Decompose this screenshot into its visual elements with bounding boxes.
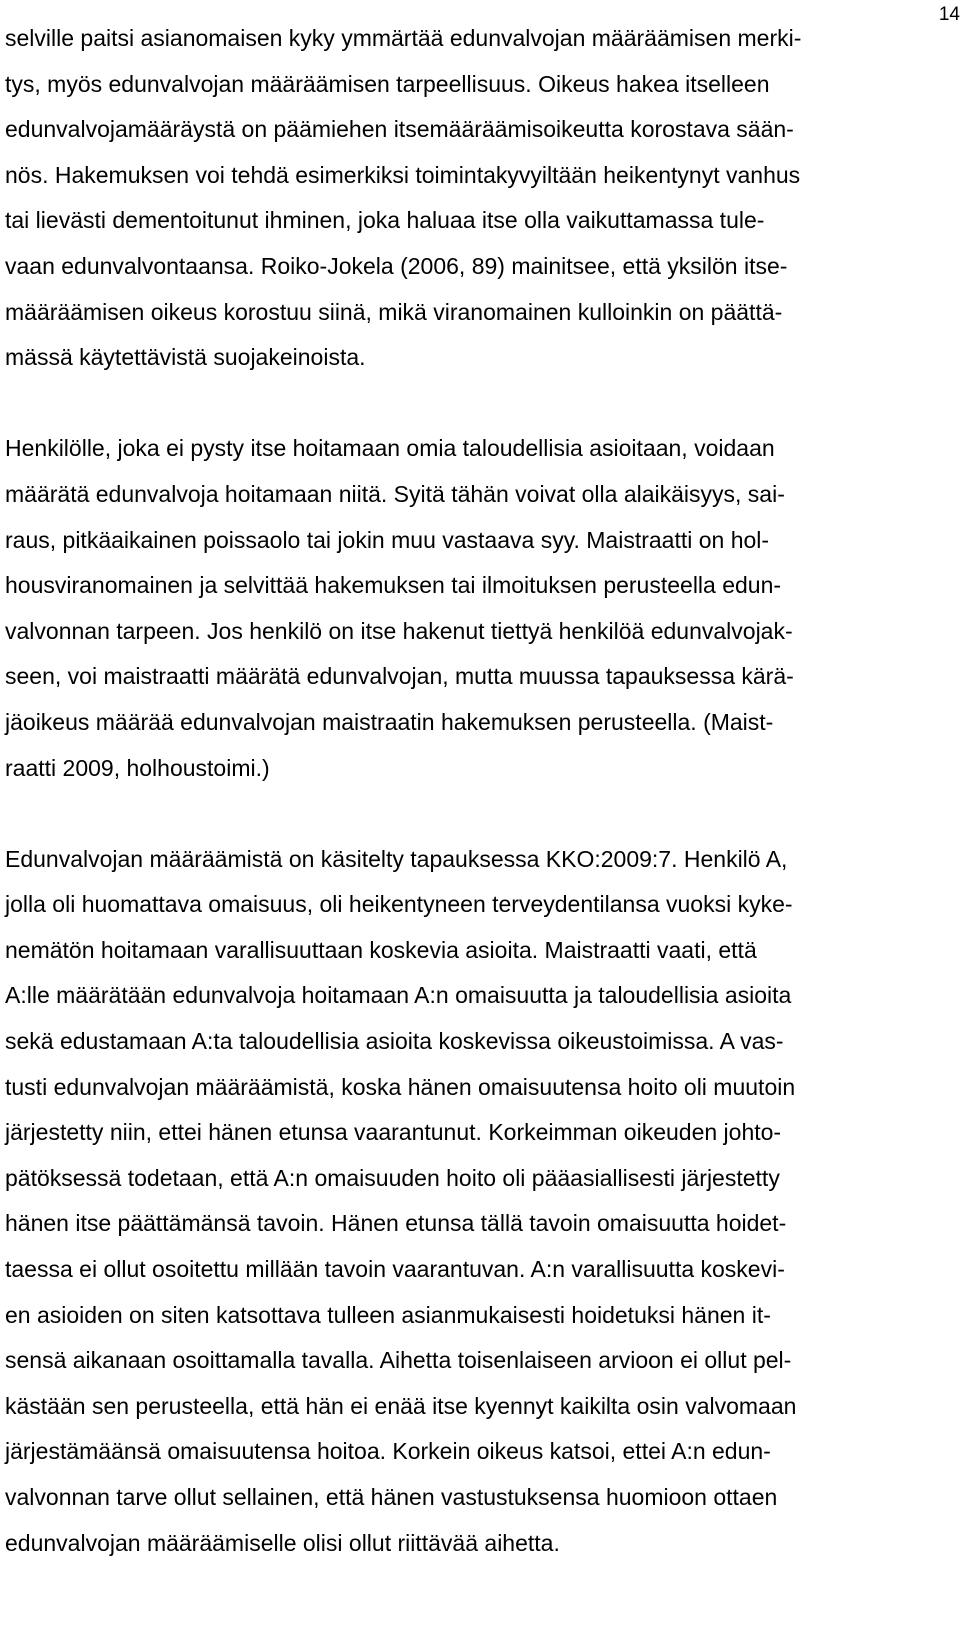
text-line: kästään sen perusteella, että hän ei enää itse kyennyt kaikilta osin valvomaan [5, 1392, 797, 1419]
text-line: edunvalvojamääräystä on päämiehen itsemääräämisoikeutta korostava sään- [5, 116, 794, 143]
text-line: taessa ei ollut osoitettu millään tavoin vaarantuvan. A:n varallisuutta koskevi- [5, 1256, 785, 1283]
paragraph-2 [5, 426, 955, 791]
text-line: järjestetty niin, ettei hänen etunsa vaarantunut. Korkeimman oikeuden johto- [5, 1119, 782, 1146]
text-line: nös. Hakemuksen voi tehdä esimerkiksi toimintakyvyiltään heikentynyt vanhus [5, 161, 801, 188]
paragraph-1 [5, 16, 955, 381]
text-line: valvonnan tarve ollut sellainen, että hänen vastustuksensa huomioon ottaen [5, 1484, 778, 1510]
text-line: hänen itse päättämänsä tavoin. Hänen etunsa tällä tavoin omaisuutta hoidet- [5, 1210, 787, 1237]
text-line: sekä edustamaan A:ta taloudellisia asioita koskevissa oikeustoimissa. A vas- [5, 1028, 784, 1055]
text-line: järjestämäänsä omaisuutensa hoitoa. Korkein oikeus katsoi, ettei A:n edun- [5, 1438, 771, 1465]
page-number: 14 [938, 4, 960, 25]
paragraph-spacer [5, 381, 955, 427]
document-body [5, 16, 955, 1566]
text-line: sensä aikanaan osoittamalla tavalla. Aihetta toisenlaiseen arvioon ei ollut pel- [5, 1347, 792, 1374]
text-line: raus, pitkäaikainen poissaolo tai jokin muu vastaava syy. Maistraatti on hol- [5, 526, 770, 553]
text-line: määräämisen oikeus korostuu siinä, mikä viranomainen kulloinkin on päättä- [5, 298, 783, 325]
paragraph-3 [5, 837, 955, 1567]
text-line: pätöksessä todetaan, että A:n omaisuuden hoito oli pääasiallisesti järjestetty [5, 1164, 780, 1191]
text-line: jäoikeus määrää edunvalvojan maistraatin hakemuksen perusteella. (Maist- [5, 708, 774, 735]
paragraph-spacer [5, 791, 955, 837]
text-line: Henkilölle, joka ei pysty itse hoitamaan omia taloudellisia asioitaan, voidaan [5, 435, 775, 462]
text-line: vaan edunvalvontaansa. Roiko-Jokela (2006, 89) mainitsee, että yksilön itse- [5, 252, 788, 279]
text-line: raatti 2009, holhoustoimi.) [5, 754, 270, 781]
text-line: mässä käytettävistä suojakeinoista. [5, 344, 366, 371]
text-line: jolla oli huomattava omaisuus, oli heikentyneen terveydentilansa vuoksi kyke- [5, 891, 793, 918]
text-line: määrätä edunvalvoja hoitamaan niitä. Syitä tähän voivat olla alaikäisyys, sai- [5, 480, 785, 507]
text-line: seen, voi maistraatti määrätä edunvalvojan, mutta muussa tapauksessa kärä- [5, 663, 794, 690]
text-line: housviranomainen ja selvittää hakemuksen tai ilmoituksen perusteella edun- [5, 572, 782, 599]
text-line: tusti edunvalvojan määräämistä, koska hänen omaisuutensa hoito oli muutoin [5, 1073, 796, 1100]
text-line: tys, myös edunvalvojan määräämisen tarpeellisuus. Oikeus hakea itselleen [5, 70, 770, 97]
text-line: selville paitsi asianomaisen kyky ymmärtää edunvalvojan määräämisen merki- [5, 25, 802, 51]
text-line: tai lievästi dementoitunut ihminen, joka haluaa itse olla vaikuttamassa tule- [5, 207, 765, 234]
text-line: A:lle määrätään edunvalvoja hoitamaan A:n omaisuutta ja taloudellisia asioita [5, 982, 792, 1009]
text-line: Edunvalvojan määräämistä on käsitelty tapauksessa KKO:2009:7. Henkilö A, [5, 845, 788, 872]
text-line: nemätön hoitamaan varallisuuttaan koskevia asioita. Maistraatti vaati, että [5, 936, 757, 963]
text-line: en asioiden on siten katsottava tulleen asianmukaisesti hoidetuksi hänen it- [5, 1301, 771, 1328]
text-line: valvonnan tarpeen. Jos henkilö on itse hakenut tiettyä henkilöä edunvalvojak- [5, 617, 793, 644]
text-line: edunvalvojan määräämiselle olisi ollut riittävää aihetta. [5, 1529, 560, 1556]
